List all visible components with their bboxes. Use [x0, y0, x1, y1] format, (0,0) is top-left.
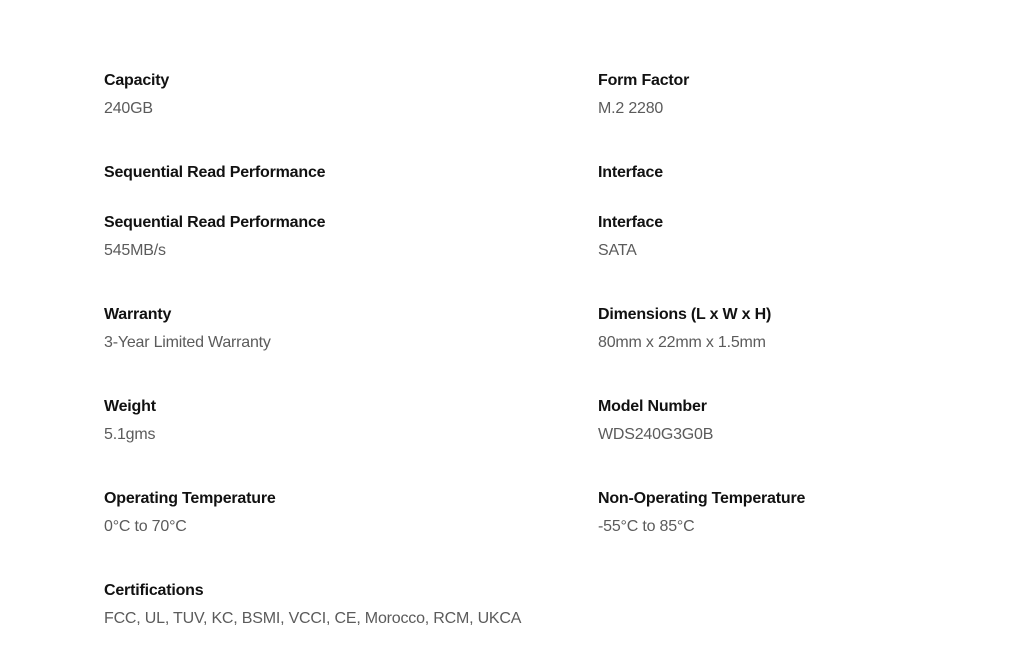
spec-value: SATA: [598, 242, 637, 259]
spec-form-factor: [598, 71, 689, 119]
spec-model-number: [598, 397, 713, 445]
spec-non-operating-temperature: [598, 489, 805, 537]
spec-value: -55°C to 85°C: [598, 518, 695, 535]
spec-label: Weight: [104, 398, 156, 415]
spec-label: Certifications: [104, 582, 204, 599]
spec-value: 240GB: [104, 100, 153, 117]
spec-value: 5.1gms: [104, 426, 156, 443]
spec-label: Form Factor: [598, 72, 690, 89]
spec-label: Warranty: [104, 306, 172, 323]
spec-label: Model Number: [598, 398, 707, 415]
spec-sequential-read: [104, 213, 325, 261]
spec-value: FCC, UL, TUV, KC, BSMI, VCCI, CE, Morocco, RCM, UKCA: [104, 610, 522, 627]
spec-warranty: [104, 305, 271, 353]
spec-certifications: [104, 581, 521, 629]
spec-value: 3-Year Limited Warranty: [104, 334, 271, 351]
spec-weight: [104, 397, 156, 445]
spec-value: 0°C to 70°C: [104, 518, 187, 535]
spec-capacity: [104, 71, 169, 119]
spec-value: 80mm x 22mm x 1.5mm: [598, 334, 766, 351]
spec-label: Interface: [598, 214, 663, 231]
spec-operating-temperature: [104, 489, 276, 537]
spec-label: Operating Temperature: [104, 490, 276, 507]
spec-label: Dimensions (L x W x H): [598, 306, 772, 323]
spec-value: M.2 2280: [598, 100, 664, 117]
spec-interface-heading: [598, 163, 663, 183]
spec-label: Sequential Read Performance: [104, 214, 326, 231]
spec-value: WDS240G3G0B: [598, 426, 714, 443]
spec-label: Interface: [598, 164, 663, 181]
spec-label: Sequential Read Performance: [104, 164, 326, 181]
spec-interface: [598, 213, 663, 261]
spec-label: Capacity: [104, 72, 170, 89]
spec-sequential-read-heading: [104, 163, 325, 183]
spec-dimensions: [598, 305, 771, 353]
spec-label: Non-Operating Temperature: [598, 490, 806, 507]
spec-value: 545MB/s: [104, 242, 166, 259]
